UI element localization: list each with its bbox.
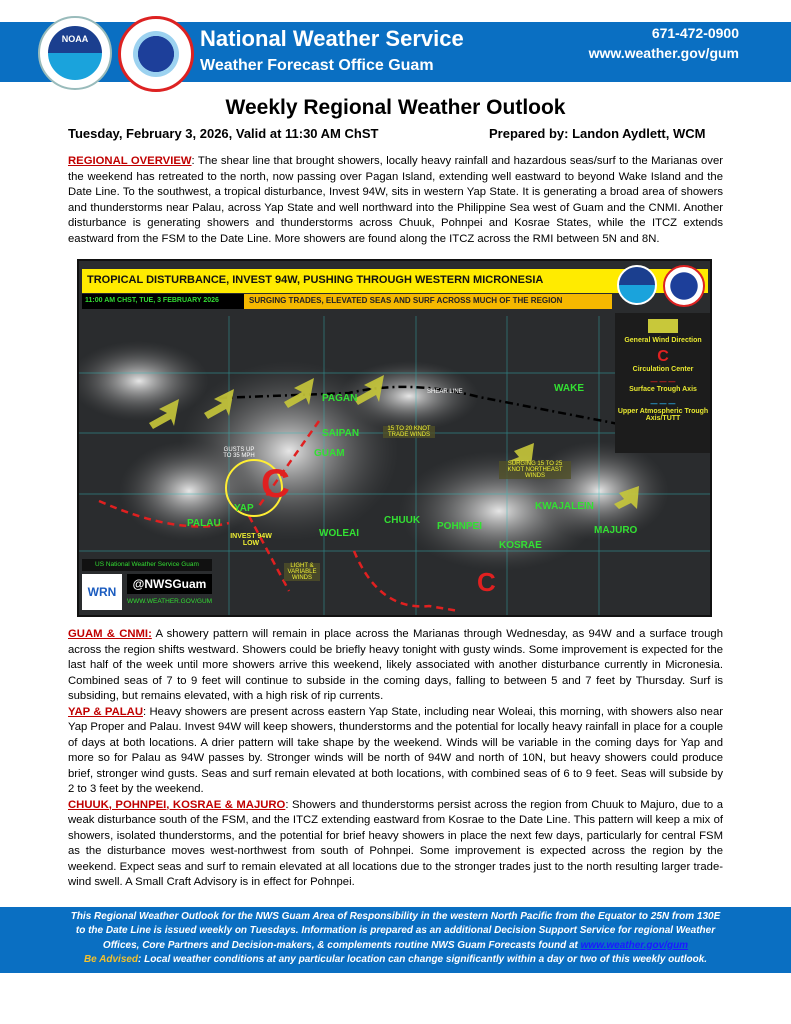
surging-winds-note: SURGING 15 TO 25 KNOT NORTHEAST WINDS (499, 461, 571, 479)
cloud-layer (79, 341, 669, 571)
wind-arrow-icon (648, 319, 678, 333)
map-headline: SURGING TRADES, ELEVATED SEAS AND SURF ACROSS MUCH OF THE REGION (249, 296, 563, 305)
place-label: PALAU (187, 518, 221, 529)
place-label: WOLEAI (319, 528, 359, 539)
social-handle: @NWSGuam (127, 574, 212, 594)
office-subtitle: Weather Forecast Office Guam (200, 57, 434, 74)
shear-line-label: SHEAR LINE (427, 389, 463, 395)
section-label: YAP & PALAU (68, 705, 143, 718)
legend-item: Circulation Center (632, 366, 694, 373)
noaa-logo (617, 265, 657, 305)
wrn-logo: WRN (82, 574, 122, 610)
place-label: POHNPEI (437, 521, 483, 532)
place-label: PAGAN (322, 393, 358, 404)
noaa-logo: NOAA (38, 16, 112, 90)
circulation-center-fsm: C (477, 567, 496, 597)
legend-item: General Wind Direction (624, 337, 702, 344)
section-label: GUAM & CNMI: (68, 628, 152, 640)
credit: US National Weather Service Guam (82, 559, 212, 571)
place-label: SAIPAN (322, 428, 360, 439)
agency-title: National Weather Service (200, 26, 464, 51)
map-legend (615, 313, 711, 453)
be-advised-label: Be Advised (83, 954, 139, 965)
legend-item: Surface Trough Axis (629, 386, 697, 393)
place-label: MAJURO (594, 525, 638, 536)
place-label: CHUUK (384, 515, 421, 526)
place-label: YAP (234, 503, 254, 514)
nws-logo (663, 265, 705, 307)
prepared-by: Prepared by: Landon Aydlett, WCM (489, 126, 706, 141)
footer (0, 907, 791, 973)
section-label: CHUUK, POHNPEI, KOSRAE & MAJURO (68, 798, 286, 811)
section-regional-overview (68, 154, 723, 247)
content (68, 0, 723, 891)
section-yap-palau (68, 705, 723, 798)
footer-text: This Regional Weather Outlook for the NWS Guam Area of Responsibility in the western North Pacific from the Equator to 25N from 130E to the Date Line is issued weekly on Tuesdays. Information is prepared as an additional Decision Support Service for regional Weather Offices, Core Partners and Decision-makers, & complements routine NWS Guam Forecasts found at (70, 910, 721, 951)
trough-line-icon: — — — (650, 379, 676, 386)
section-text: A showery pattern will remain in place across the Marianas through Wednesday, as 94W and a surface trough across the region shifts westward. Showers could be briefly heavy tonight with gusty winds. Some improvement is expected for the last half of the week until more showers arrive this weekend, likely associated with another disturbance currently in Micronesia. Combined seas of 7 to 9 feet will continue to subside in the coming days, falling to between 5 and 7 feet by Thursday. Surf is subsiding, but remains elevated, with a high risk of rip currents. (68, 628, 723, 702)
footer-website-link[interactable]: www.weather.gov/gum (580, 939, 689, 951)
section-text: : Heavy showers are present across eastern Yap State, including near Woleai, this morning, with showers also near Yap Proper and Palau. Invest 94W will keep showers, thunderstorms and the potential for locally heavy rainfall in place for a couple of days at both locations. A drier pattern will take shape by the weekend. Winds will be variable in the coming days for Yap and more so for Palau as 94W passes by. Stronger winds will be north of 94W and north of 10N, but heavy showers could produce brief, stronger wind gusts. Seas and surf remain elevated at both locations, with combined seas of 6 to 9 feet. Seas will subside by 2 to 3 feet by the weekend. (68, 705, 723, 795)
section-text: : Showers and thunderstorms persist across the region from Chuuk to Majuro, due to a weak disturbance south of the FSM, and the ITCZ extending eastward from Kosrae to the Date Line. This pattern will keep a mix of showers, isolated thunderstorms, and the potential for brief heavy showers in place the next few days, particularly for central FSM as the disturbance moves west-northwest from south of Pohnpei. Some improvement is expected across the region by the weekend. Expect seas and surf to remain elevated at all locations due to the stronger trades just to the north resulting larger trade-wind swell. A Small Craft Advisory is in effect for Pohnpei. (68, 798, 723, 888)
date-line: Tuesday, February 3, 2026, Valid at 11:30 AM ChST (68, 126, 379, 141)
place-label: GUAM (314, 448, 345, 459)
section-chuuk-pohnpei-kosrae-majuro (68, 798, 723, 891)
place-label: KWAJALEIN (535, 501, 594, 512)
email-link[interactable]: nws.gum.operations@noaa.gov (527, 5, 739, 21)
circulation-center-94w: C (261, 462, 290, 506)
light-winds-note: LIGHT & VARIABLE WINDS (284, 563, 320, 581)
place-label: KOSRAE (499, 540, 542, 551)
section-guam-cnmi (68, 627, 723, 705)
circulation-icon: C (657, 348, 669, 365)
tutt-line-icon: — — — (650, 401, 676, 408)
gusts-note: GUSTS UP TO 35 MPH (223, 447, 255, 459)
legend-item: Upper Atmospheric Trough Axis/TUTT (617, 408, 709, 422)
section-text: : The shear line that brought showers, locally heavy rainfall and hazardous seas/surf to the Marianas over the weekend has retreated to the north, now passing over Pagan Island, extending well eastward to beyond Wake Island and the Date Line. To the southwest, a tropical disturbance, Invest 94W, sits in western Yap State. It is generating a broad area of showers and thunderstorms near Palau, across Yap State and well northward into the Philippine Sea west of Guam and the CNMI. Another disturbance is generating showers and thunderstorms across Chuuk, Pohnpei and Kosrae States, while the ITCZ extends eastward from the FSM to the Date Line. More showers are found along the ITCZ across the RMI between 5N and 8N. (68, 155, 723, 245)
trade-winds-note: 15 TO 20 KNOT TRADE WINDS (383, 426, 435, 438)
invest-note: INVEST 94W LOW (230, 533, 272, 547)
map-url: WWW.WEATHER.GOV/GUM (127, 598, 213, 605)
place-label: WAKE (554, 383, 584, 394)
be-advised-text: : Local weather conditions at any particular location can change significantly within a day or two of this weekly outlook. (138, 954, 708, 965)
website-link[interactable]: www.weather.gov/gum (588, 45, 739, 61)
section-label: REGIONAL OVERVIEW (68, 155, 192, 167)
map-time: 11:00 AM CHST, TUE, 3 FEBRUARY 2026 (85, 297, 219, 304)
map-title: TROPICAL DISTURBANCE, INVEST 94W, PUSHING THROUGH WESTERN MICRONESIA (87, 274, 544, 286)
phone: 671-472-0900 (651, 25, 739, 41)
weather-map (77, 259, 712, 617)
page-title: Weekly Regional Weather Outlook (225, 96, 566, 119)
